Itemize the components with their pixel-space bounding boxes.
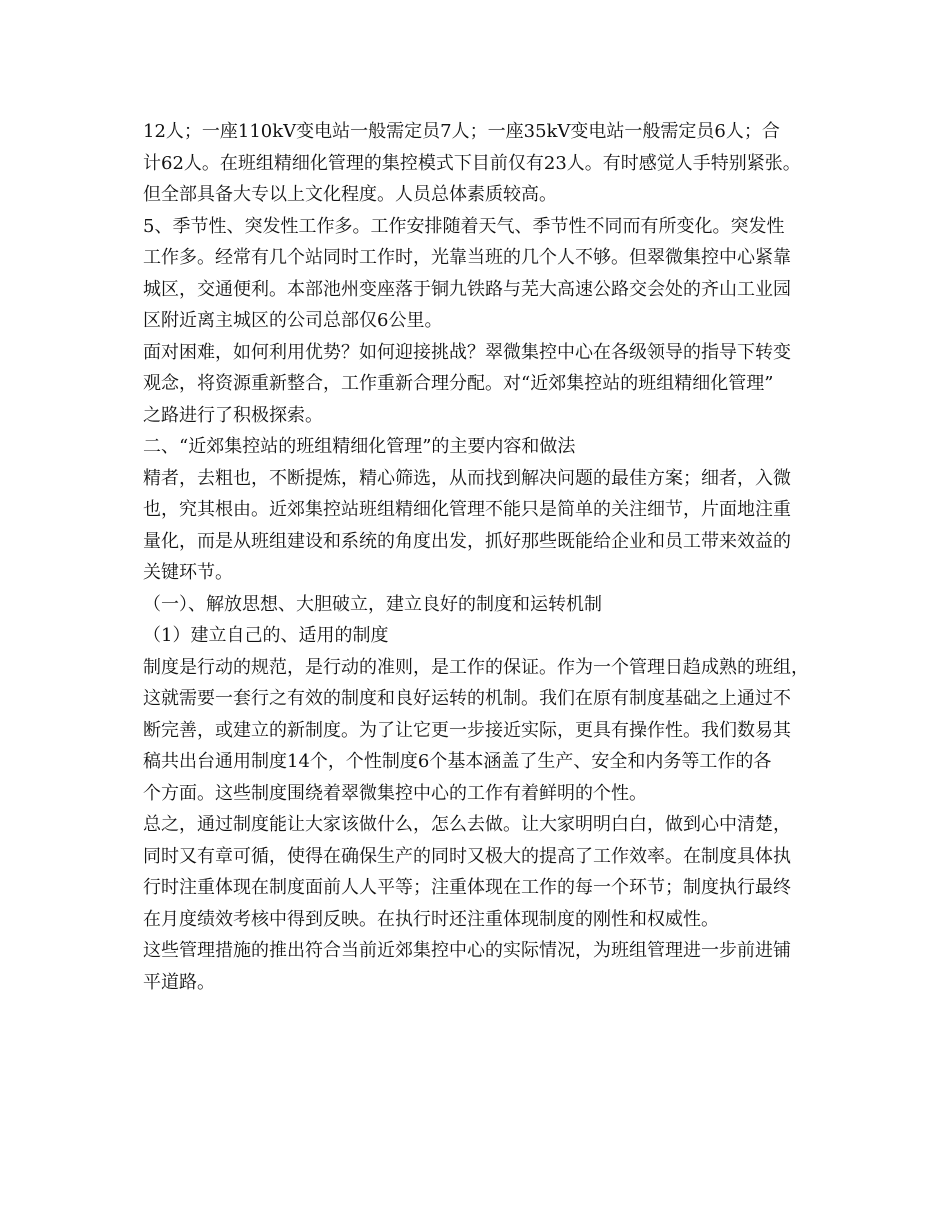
text-line: 之路进行了积极探索。: [143, 404, 323, 426]
text-line: 总之，通过制度能让大家该做什么，怎么去做。让大家明明白白，做到心中清楚，: [143, 814, 791, 835]
text-line: 5、季节性、突发性工作多。工作安排随着天气、季节性不同而有所变化。突发性: [143, 215, 785, 237]
subsection-heading: （一）、解放思想、大胆破立，建立良好的制度和运转机制: [143, 593, 602, 615]
text-line: 平道路。: [143, 971, 215, 993]
text-line: 城区，交通便利。本部池州变座落于铜九铁路与芜大高速公路交会处的齐山工业园: [143, 278, 791, 300]
section-heading: 二、“近郊集控站的班组精细化管理”的主要内容和做法: [143, 436, 576, 457]
text-line: 精者，去粗也，不断提炼，精心筛选，从而找到解决问题的最佳方案；细者，入微: [143, 467, 791, 489]
text-line: 关键环节。: [143, 562, 233, 583]
text-line: 工作多。经常有几个站同时工作时，光靠当班的几个人不够。但翠微集控中心紧靠: [143, 247, 791, 268]
text-line: 12人；一座110kV变电站一般需定员7人；一座35kV变电站一般需定员6人；合: [143, 121, 780, 142]
text-line: 这些管理措施的推出符合当前近郊集控中心的实际情况，为班组管理进一步前进铺: [143, 940, 791, 961]
text-line: 计62人。在班组精细化管理的集控模式下目前仅有23人。有时感觉人手特别紧张。: [143, 152, 801, 174]
document-body: [143, 116, 819, 998]
text-line: 但全部具备大专以上文化程度。人员总体素质较高。: [143, 184, 557, 205]
text-line: 在月度绩效考核中得到反映。在执行时还注重体现制度的刚性和权威性。: [143, 908, 719, 930]
text-line: 观念，将资源重新整合，工作重新合理分配。对“近郊集控站的班组精细化管理”: [143, 373, 774, 394]
text-line: 面对困难，如何利用优势？如何迎接挑战？翠微集控中心在各级领导的指导下转变: [143, 341, 791, 363]
text-line: 也，究其根由。近郊集控站班组精细化管理不能只是简单的关注细节，片面地注重: [143, 499, 791, 520]
text-line: 制度是行动的规范，是行动的准则，是工作的保证。作为一个管理日趋成熟的班组，: [143, 656, 809, 678]
text-line: 量化，而是从班组建设和系统的角度出发，抓好那些既能给企业和员工带来效益的: [143, 530, 791, 552]
subsection-heading: （1）建立自己的、适用的制度: [143, 625, 389, 646]
text-line: 个方面。这些制度围绕着翠微集控中心的工作有着鲜明的个性。: [143, 782, 647, 804]
text-line: 稿共出台通用制度14个，个性制度6个基本涵盖了生产、安全和内务等工作的各: [143, 751, 772, 772]
text-line: 这就需要一套行之有效的制度和良好运转的机制。我们在原有制度基础之上通过不: [143, 688, 791, 709]
text-line: 断完善，或建立的新制度。为了让它更一步接近实际，更具有操作性。我们数易其: [143, 719, 791, 741]
text-line: 同时又有章可循，使得在确保生产的同时又极大的提高了工作效率。在制度具体执: [143, 845, 791, 867]
text-line: 行时注重体现在制度面前人人平等；注重体现在工作的每一个环节；制度执行最终: [143, 877, 791, 898]
text-line: 区附近离主城区的公司总部仅6公里。: [143, 310, 443, 331]
